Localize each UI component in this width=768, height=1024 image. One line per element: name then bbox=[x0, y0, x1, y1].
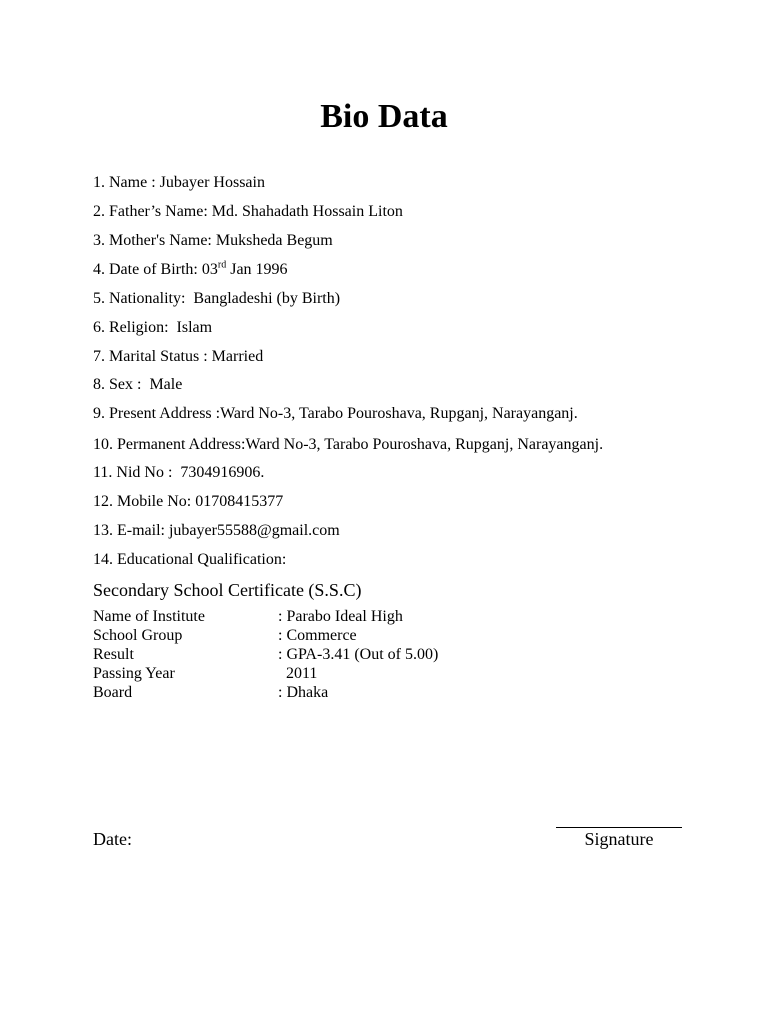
page-title: Bio Data bbox=[320, 98, 448, 135]
present-address-line: 9. Present Address :Ward No-3, Tarabo Pouroshava, Rupganj, Narayanganj. bbox=[93, 405, 578, 422]
permanent-address-line: 10. Permanent Address:Ward No-3, Tarabo Pouroshava, Rupganj, Narayanganj. bbox=[93, 436, 604, 453]
dob-suffix: Jan 1996 bbox=[226, 261, 288, 278]
mobile-line: 12. Mobile No: 01708415377 bbox=[93, 493, 284, 510]
father-name-line: 2. Father’s Name: Md. Shahadath Hossain Liton bbox=[93, 203, 403, 220]
ssc-row-value: : Parabo Ideal High bbox=[278, 608, 403, 625]
ssc-row-value: : Commerce bbox=[278, 627, 357, 644]
ssc-row-label: School Group bbox=[93, 627, 183, 644]
name-line: 1. Name : Jubayer Hossain bbox=[93, 174, 265, 191]
ssc-row-label: Passing Year bbox=[93, 665, 175, 682]
ssc-row-value: : Dhaka bbox=[278, 684, 329, 701]
email-line: 13. E-mail: jubayer55588@gmail.com bbox=[93, 522, 340, 539]
ssc-row-value: 2011 bbox=[278, 665, 318, 682]
ssc-row bbox=[93, 683, 329, 740]
marital-status-line: 7. Marital Status : Married bbox=[93, 348, 264, 365]
nid-line: 11. Nid No : 7304916906. bbox=[93, 464, 265, 481]
ssc-row-label: Result bbox=[93, 646, 134, 663]
ssc-row-label: Name of Institute bbox=[93, 608, 205, 625]
ssc-row-label: Board bbox=[93, 684, 133, 701]
ssc-heading: Secondary School Certificate (S.S.C) bbox=[93, 580, 362, 600]
educational-qualification-line: 14. Educational Qualification: bbox=[93, 551, 287, 568]
sex-line: 8. Sex : Male bbox=[93, 376, 183, 393]
religion-line: 6. Religion: Islam bbox=[93, 319, 213, 336]
dob-superscript: rd bbox=[217, 259, 227, 271]
dob-prefix: 4. Date of Birth: 03 bbox=[93, 261, 218, 278]
date-of-birth-line bbox=[93, 260, 288, 280]
signature-label: Signature bbox=[584, 829, 654, 849]
ssc-row-value: : GPA-3.41 (Out of 5.00) bbox=[278, 646, 439, 663]
mother-name-line: 3. Mother's Name: Muksheda Begum bbox=[93, 232, 333, 249]
date-label: Date: bbox=[93, 829, 132, 849]
nationality-line: 5. Nationality: Bangladeshi (by Birth) bbox=[93, 290, 341, 307]
